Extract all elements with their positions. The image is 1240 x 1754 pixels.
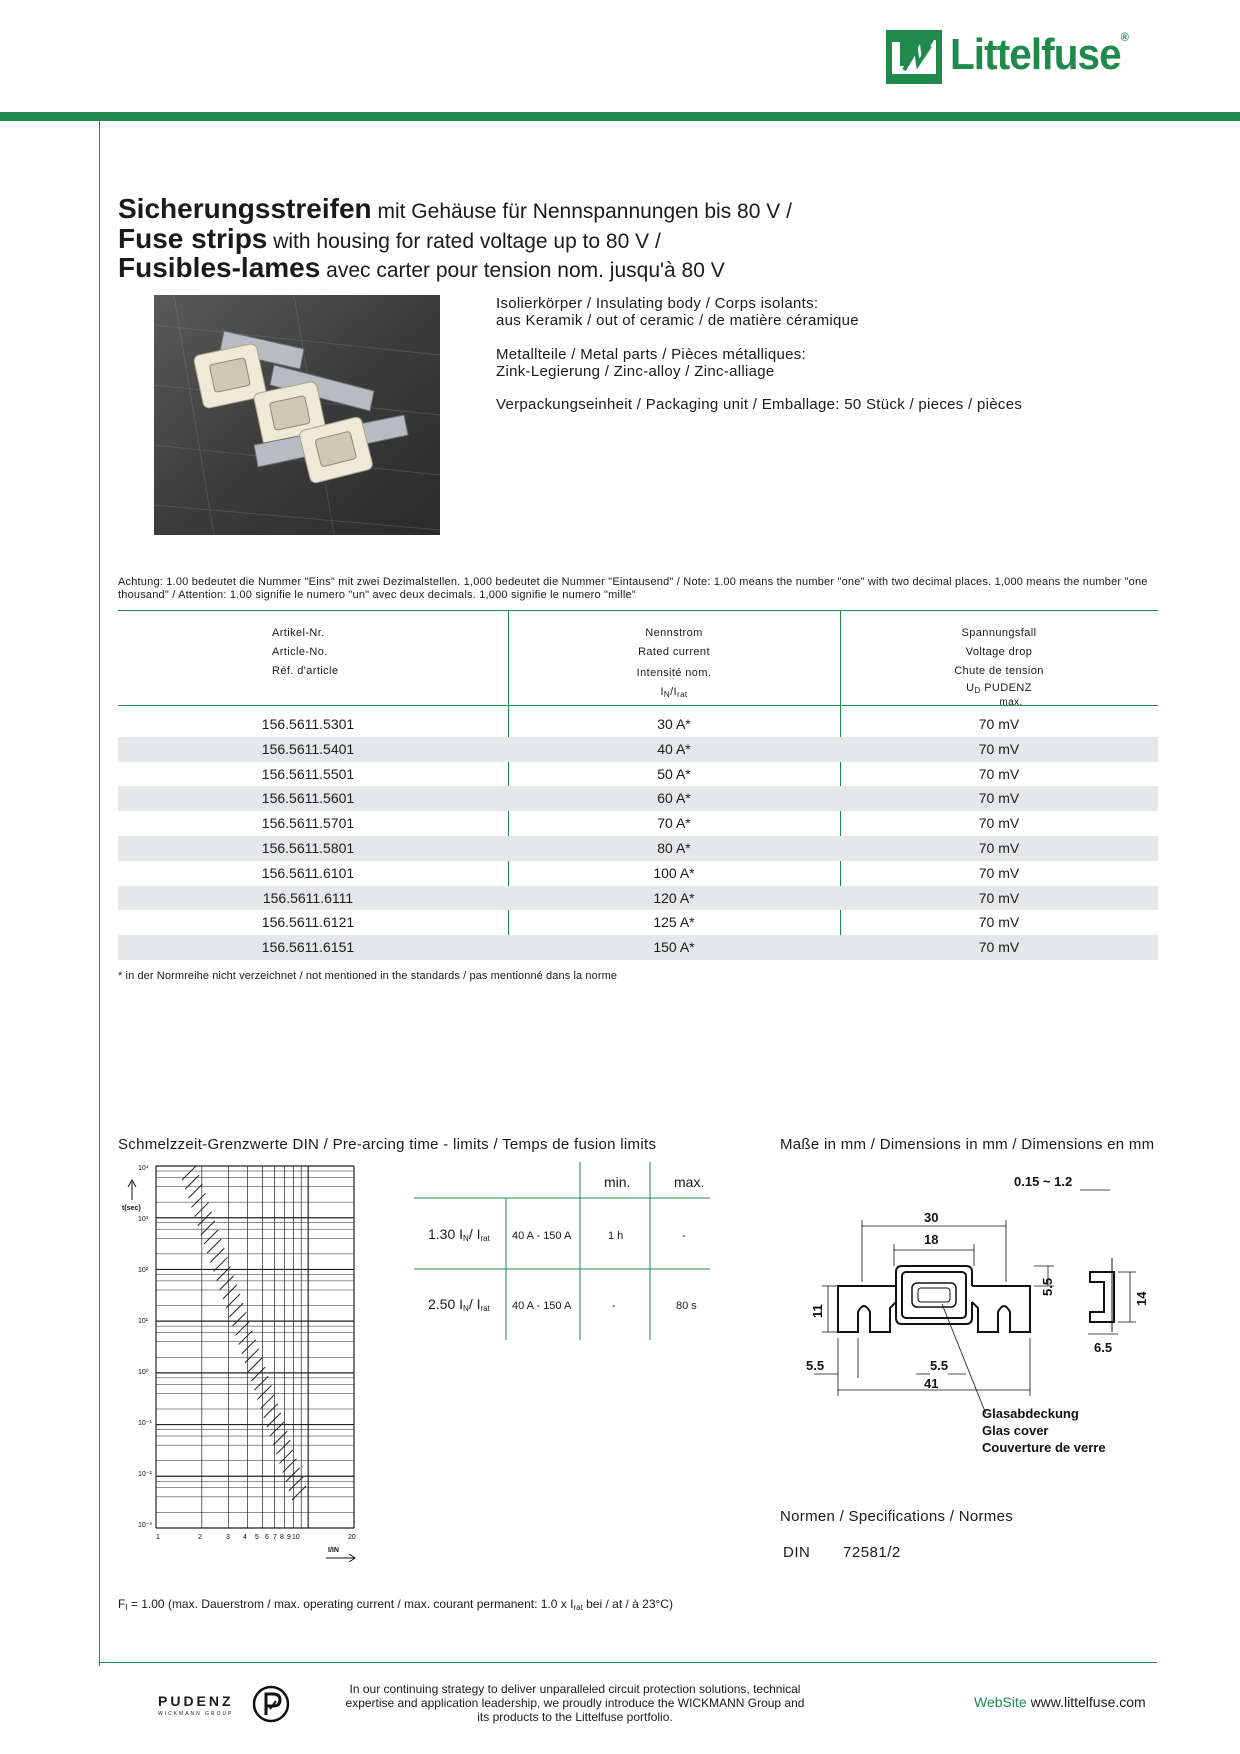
voltage-drop: 70 mV — [978, 864, 1020, 881]
norms-heading: Normen / Specifications / Normes — [780, 1508, 1014, 1525]
voltage-drop: 70 mV — [978, 889, 1020, 906]
limits-range-2: 40 A - 150 A — [512, 1300, 572, 1312]
x-tick-3: 4 — [243, 1534, 247, 1541]
dim-6-5: 6.5 — [1094, 1340, 1113, 1355]
limits-grid — [414, 1162, 710, 1342]
spec-body-label: Isolierkörper / Insulating body / Corps isolants: — [496, 295, 819, 312]
table-row — [118, 737, 1158, 762]
rated-current: 150 A* — [653, 939, 695, 956]
limits-range-1: 40 A - 150 A — [512, 1230, 572, 1242]
littelfuse-logo — [886, 28, 1128, 86]
voltage-drop: 70 mV — [978, 939, 1020, 956]
x-tick-2: 3 — [226, 1534, 230, 1541]
footer-slogan: In our continuing strategy to deliver unparalleled circuit protection solutions, technical expertise and application leadership, we proudly introduce the WICKMANN Group and its products to the Littelfuse portfolio. — [345, 1682, 805, 1724]
table-footnote: * in der Normreihe nicht verzeichnet / not mentioned in the standards / pas mentionné dans la norme — [118, 970, 618, 982]
voltage-drop: 70 mV — [978, 815, 1020, 832]
table-row — [118, 935, 1158, 960]
article-number: 156.5611.5601 — [261, 790, 355, 807]
limits-min-1: 1 h — [608, 1230, 624, 1242]
rated-current: 120 A* — [653, 889, 695, 906]
dim-5-5-vertical: 5.5 — [1040, 1277, 1055, 1296]
x-tick-5: 6 — [265, 1534, 269, 1541]
x-tick-8: 9 — [287, 1534, 291, 1541]
voltage-drop: 70 mV — [978, 740, 1020, 757]
article-number: 156.5611.6111 — [262, 889, 354, 906]
limits-header-max: max. — [674, 1174, 705, 1190]
operating-current-note: $F_I = 1.00$ (max. Dauerstrom / max. operating current / max. courant permanent: 1.0 x $I_{rat}$ bei / at / à 23°C) — [118, 1597, 673, 1612]
prearc-heading: Schmelzzeit-Grenzwerte DIN / Pre-arcing time - limits / Temps de fusion limits — [118, 1136, 657, 1153]
article-number: 156.5611.5301 — [261, 716, 355, 732]
spec-packaging: Verpackungseinheit / Packaging unit / Emballage: 50 Stück / pieces / pièces — [496, 396, 1023, 413]
voltage-drop: 70 mV — [978, 840, 1020, 856]
spec-body-value: aus Keramik / out of ceramic / de matière céramique — [496, 312, 859, 329]
x-tick-7: 8 — [280, 1534, 284, 1541]
y-tick-6: 10⁻² — [138, 1471, 152, 1478]
table-row — [118, 886, 1158, 911]
cover-label-de: Glasabdeckung — [982, 1406, 1079, 1421]
pudenz-emblem-icon — [252, 1685, 290, 1723]
limits-min-2: - — [612, 1300, 616, 1312]
littelfuse-mark-icon — [886, 30, 942, 84]
x-tick-0: 1 — [156, 1534, 160, 1541]
dim-11: 11 — [810, 1304, 825, 1318]
dim-5-5-left: 5.5 — [806, 1358, 825, 1373]
cover-label-en: Glas cover — [982, 1423, 1049, 1438]
y-tick-4: 10⁰ — [138, 1369, 149, 1376]
title-en: Fuse strips with housing for rated voltage up to 80 V / — [118, 223, 661, 254]
pudenz-logo: PUDENZ WICKMANN GROUP — [158, 1685, 290, 1725]
x-tick-10: 20 — [348, 1534, 356, 1541]
article-number: 156.5611.6101 — [261, 864, 355, 881]
y-tick-2: 10² — [138, 1267, 149, 1274]
x-tick-6: 7 — [273, 1534, 277, 1541]
norms-value: DIN 72581/2 — [783, 1544, 901, 1561]
y-tick-3: 10¹ — [138, 1318, 149, 1325]
dimensions-heading: Maße in mm / Dimensions in mm / Dimensions en mm — [780, 1136, 1155, 1153]
glass-cover-outline — [912, 1283, 956, 1307]
article-number: 156.5611.5401 — [261, 740, 355, 757]
table-row — [118, 762, 1158, 787]
website-link[interactable]: WebSite www.littelfuse.com — [974, 1694, 1146, 1710]
dim-thickness: 0.15 ~ 1.2 — [1014, 1174, 1073, 1189]
voltage-drop: 70 mV — [978, 914, 1020, 931]
header-voltage-drop: Spannungsfall Voltage drop Chute de tension $U_D$ PUDENZ max. — [954, 627, 1044, 708]
voltage-drop: 70 mV — [978, 790, 1020, 807]
x-tick-4: 5 — [255, 1534, 259, 1541]
cover-label-fr: Couverture de verre — [982, 1440, 1106, 1455]
limits-header-min: min. — [604, 1174, 631, 1190]
dim-41: 41 — [924, 1376, 939, 1391]
dim-5-5-center: 5.5 — [930, 1358, 949, 1373]
article-number: 156.5611.5501 — [261, 765, 355, 782]
spec-metal-label: Metallteile / Metal parts / Pièces métalliques: — [496, 346, 807, 363]
limits-max-2: 80 s — [676, 1300, 697, 1312]
header-article: Artikel-Nr. Article-No. Réf. d'article — [272, 627, 339, 677]
y-tick-5: 10⁻¹ — [138, 1420, 152, 1427]
y-tick-7: 10⁻³ — [138, 1522, 152, 1529]
article-number: 156.5611.6121 — [261, 914, 355, 931]
spec-metal-value: Zink-Legierung / Zinc-alloy / Zinc-alliage — [496, 363, 775, 380]
table-row — [118, 836, 1158, 861]
table-row — [118, 786, 1158, 811]
x-tick-1: 2 — [198, 1534, 202, 1541]
left-rule — [99, 121, 100, 1666]
x-tick-9: 10 — [292, 1534, 300, 1541]
title-de: Sicherungsstreifen mit Gehäuse für Nennspannungen bis 80 V / — [118, 193, 792, 224]
side-view-outline — [1090, 1272, 1114, 1322]
dim-30: 30 — [924, 1210, 939, 1225]
table-row — [118, 910, 1158, 935]
article-number: 156.5611.6151 — [261, 939, 355, 956]
dim-18: 18 — [924, 1232, 939, 1247]
brand-name: Littelfuse® — [950, 30, 1128, 79]
voltage-drop: 70 mV — [978, 716, 1020, 732]
table-row — [118, 861, 1158, 886]
header-bar — [0, 112, 1240, 121]
dimension-drawing — [778, 1162, 1158, 1482]
rated-current: 60 A* — [657, 790, 691, 807]
title-fr: Fusibles-lames avec carter pour tension nom. jusqu'à 80 V — [118, 252, 725, 283]
prearc-graph — [118, 1162, 368, 1562]
limits-factor-1: 1.30 $I_N/$ $I_{rat}$ — [428, 1226, 490, 1243]
rated-current: 70 A* — [657, 815, 691, 832]
article-number: 156.5611.5801 — [261, 840, 355, 856]
x-axis-label: I/IN — [328, 1547, 339, 1554]
limits-table — [414, 1162, 710, 1342]
voltage-drop: 70 mV — [978, 765, 1020, 782]
dim-14: 14 — [1134, 1291, 1149, 1306]
decimal-note: Achtung: 1.00 bedeutet die Nummer "Eins" mit zwei Dezimalstellen. 1,000 bedeutet die Nummer "Eintausend" / Note: 1.00 means the number "one" with two decimal places. 1,000 means the number "one thousand" / Attention: 1.00 signifie le numero "un" avec deux decimals. 1,000 signifie le numero "mille" — [118, 576, 1148, 601]
rated-current: 40 A* — [657, 740, 691, 757]
rated-current: 50 A* — [657, 765, 691, 782]
y-axis-label: t(sec) — [122, 1205, 141, 1212]
product-photo — [154, 295, 440, 535]
article-number: 156.5611.5701 — [261, 815, 355, 832]
table-row — [118, 712, 1158, 737]
y-tick-1: 10³ — [138, 1216, 149, 1223]
rated-current: 80 A* — [657, 840, 691, 856]
table-row — [118, 811, 1158, 836]
header-current: Nennstrom Rated current Intensité nom. $I_N/I_{rat}$ — [636, 627, 712, 699]
rated-current: 100 A* — [653, 864, 695, 881]
rated-current: 125 A* — [653, 914, 695, 931]
limits-max-1: - — [682, 1230, 686, 1242]
rated-current: 30 A* — [657, 716, 691, 732]
y-tick-0: 10⁴ — [138, 1165, 149, 1172]
footer-rule — [99, 1662, 1157, 1663]
strip-outline — [838, 1286, 896, 1332]
limits-factor-2: 2.50 $I_N/$ $I_{rat}$ — [428, 1296, 490, 1313]
